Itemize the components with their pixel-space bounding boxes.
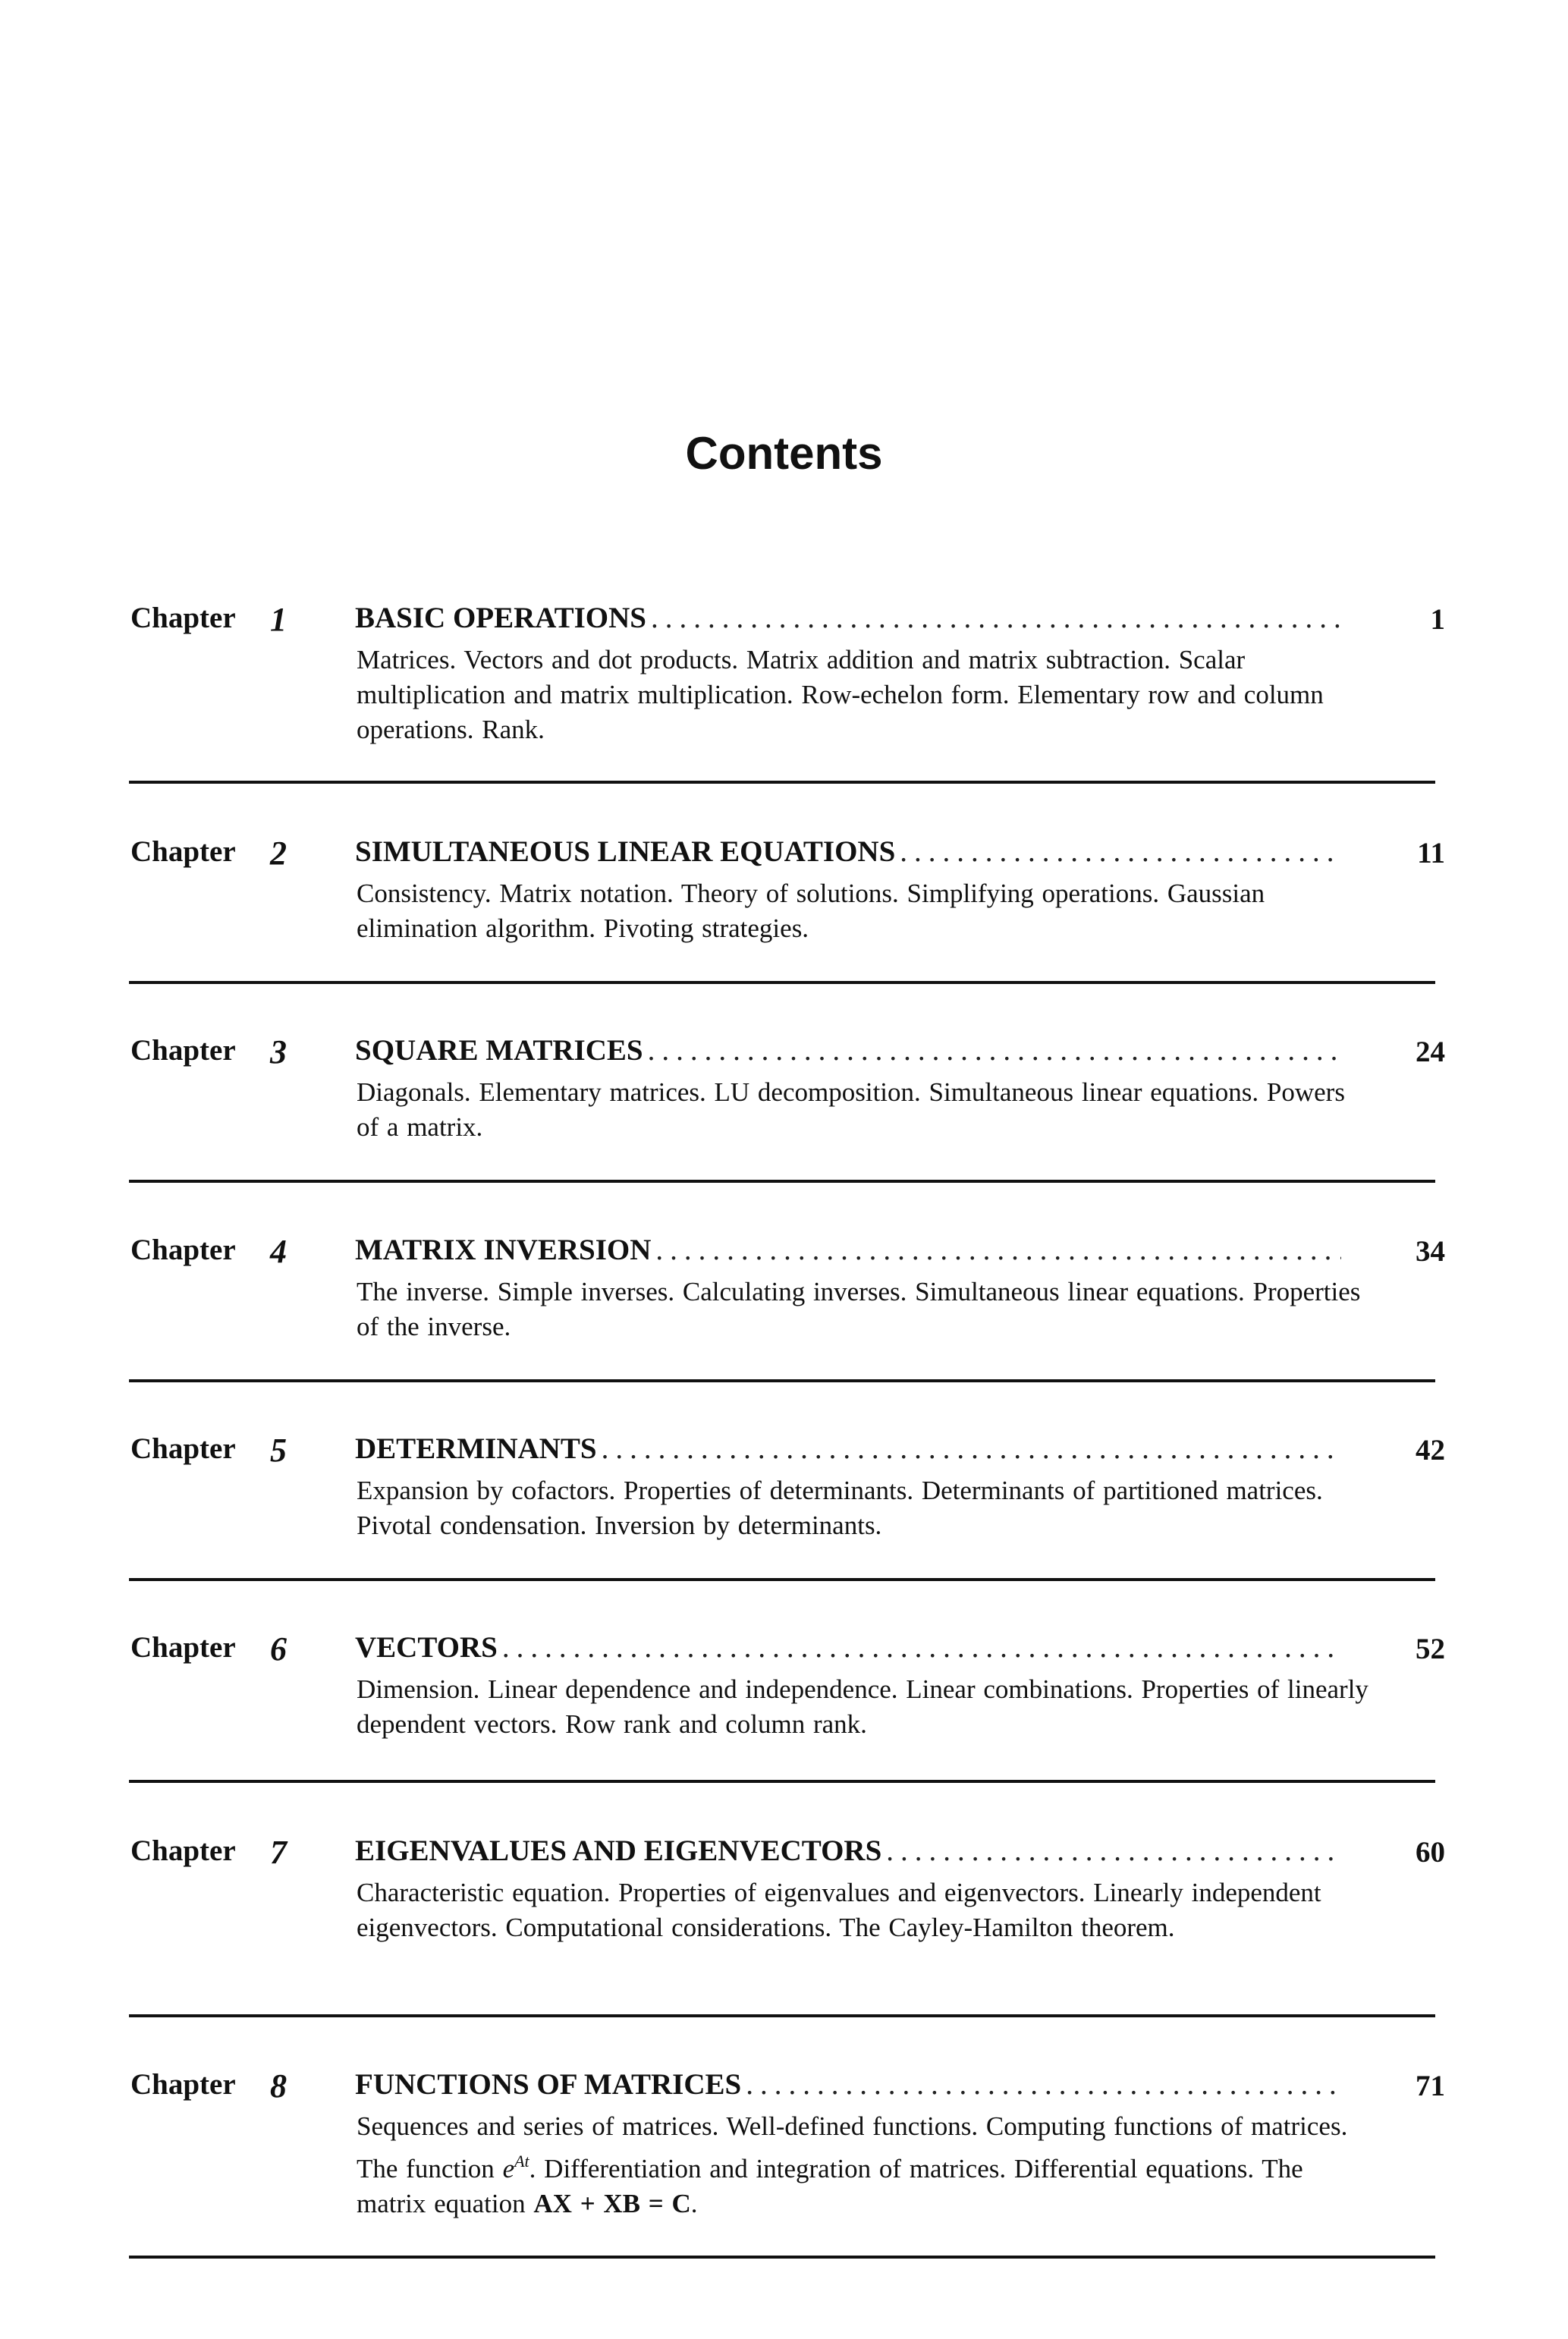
chapter-number: 1 bbox=[270, 601, 287, 638]
chapter-page-number[interactable]: 11 bbox=[1417, 837, 1445, 869]
chapter-title-row bbox=[355, 1036, 1341, 1065]
chapter-number: 5 bbox=[270, 1432, 287, 1469]
chapter-label: Chapter bbox=[130, 1631, 236, 1664]
section-divider bbox=[129, 1780, 1435, 1783]
description-text: . bbox=[690, 2189, 698, 2218]
exponential-base: e bbox=[502, 2154, 515, 2183]
chapter-page-number[interactable]: 52 bbox=[1416, 1633, 1445, 1665]
dot-leader bbox=[741, 2070, 1341, 2099]
section-divider bbox=[129, 981, 1435, 984]
section-divider bbox=[129, 2014, 1435, 2017]
chapter-label: Chapter bbox=[130, 1234, 236, 1266]
chapter-number: 3 bbox=[270, 1033, 287, 1070]
chapter-description: Expansion by cofactors. Properties of determinants. Determinants of partitioned matrices. Pivotal condensation. Inversion by determinants. bbox=[357, 1476, 1323, 1540]
chapter-description: The inverse. Simple inverses. Calculating inverses. Simultaneous linear equations. Properties of the inverse. bbox=[357, 1277, 1361, 1341]
chapter-description: Consistency. Matrix notation. Theory of solutions. Simplifying operations. Gaussian elimination algorithm. Pivoting strategies. bbox=[357, 879, 1265, 943]
chapter-description bbox=[357, 2109, 1373, 2221]
chapter-title[interactable]: MATRIX INVERSION bbox=[355, 1235, 652, 1265]
dot-leader bbox=[643, 1036, 1341, 1065]
section-divider bbox=[129, 1180, 1435, 1183]
chapter-description: Diagonals. Elementary matrices. LU decomposition. Simultaneous linear equations. Powers of a matrix. bbox=[357, 1077, 1345, 1142]
chapter-description: Matrices. Vectors and dot products. Matrix addition and matrix subtraction. Scalar multiplication and matrix multiplication. Row-echelon form. Elementary row and column operations. Rank. bbox=[357, 645, 1324, 744]
toc-entry-chapter-5[interactable] bbox=[0, 1432, 1568, 1665]
chapter-page-number[interactable]: 42 bbox=[1416, 1434, 1445, 1467]
chapter-page-number[interactable]: 24 bbox=[1416, 1036, 1445, 1068]
toc-entry-chapter-1[interactable] bbox=[0, 603, 1568, 831]
chapter-page-number[interactable]: 60 bbox=[1416, 1836, 1445, 1869]
dot-leader bbox=[597, 1434, 1341, 1463]
exponential-power: At bbox=[514, 2152, 529, 2171]
toc-entry-chapter-8[interactable] bbox=[0, 2067, 1568, 2297]
section-divider bbox=[129, 1379, 1435, 1382]
chapter-label: Chapter bbox=[130, 1034, 236, 1067]
toc-entry-chapter-7[interactable] bbox=[0, 1836, 1568, 2064]
toc-entry-chapter-3[interactable] bbox=[0, 1033, 1568, 1266]
chapter-label: Chapter bbox=[130, 2068, 236, 2101]
chapter-number: 4 bbox=[270, 1233, 287, 1270]
chapter-page-number[interactable]: 71 bbox=[1416, 2070, 1445, 2102]
toc-entry-chapter-6[interactable] bbox=[0, 1630, 1568, 1860]
chapter-title-row bbox=[355, 1434, 1341, 1463]
description-text: . Differentiation and integration of matrices. Differential equations. The matrix equation bbox=[357, 2154, 1303, 2218]
chapter-page-number[interactable]: 34 bbox=[1416, 1235, 1445, 1268]
chapter-title-row bbox=[355, 2070, 1341, 2099]
dot-leader bbox=[895, 837, 1341, 866]
chapter-page-number[interactable]: 1 bbox=[1430, 603, 1445, 636]
chapter-number: 6 bbox=[270, 1630, 287, 1668]
chapter-title[interactable]: BASIC OPERATIONS bbox=[355, 603, 646, 633]
dot-leader bbox=[498, 1633, 1341, 1662]
chapter-title-row bbox=[355, 1836, 1341, 1866]
chapter-title[interactable]: SQUARE MATRICES bbox=[355, 1036, 643, 1065]
matrix-equation: AX + XB = C bbox=[533, 2189, 691, 2218]
chapter-title-row bbox=[355, 603, 1341, 633]
chapter-label: Chapter bbox=[130, 602, 236, 634]
dot-leader bbox=[881, 1836, 1341, 1866]
chapter-title[interactable]: EIGENVALUES AND EIGENVECTORS bbox=[355, 1836, 882, 1866]
dot-leader bbox=[646, 603, 1341, 633]
dot-leader bbox=[651, 1235, 1341, 1265]
description-text: Sequences and series of matrices. Well-defined functions. Computing functions of matrices. The function bbox=[357, 2111, 1348, 2183]
chapter-number: 2 bbox=[270, 835, 287, 872]
chapter-title-row bbox=[355, 837, 1341, 866]
toc-entry-chapter-2[interactable] bbox=[0, 835, 1568, 1067]
chapter-number: 7 bbox=[270, 1834, 287, 1871]
section-divider bbox=[129, 2256, 1435, 2259]
chapter-description: Dimension. Linear dependence and independence. Linear combinations. Properties of linearly dependent vectors. Row rank and column rank. bbox=[357, 1674, 1368, 1739]
chapter-label: Chapter bbox=[130, 835, 236, 868]
chapter-number: 8 bbox=[270, 2067, 287, 2105]
section-divider bbox=[129, 781, 1435, 784]
page-title: Contents bbox=[685, 428, 883, 479]
section-divider bbox=[129, 1578, 1435, 1581]
chapter-description: Characteristic equation. Properties of eigenvalues and eigenvectors. Linearly independent eigenvectors. Computational considerations. The Cayley-Hamilton theorem. bbox=[357, 1878, 1321, 1942]
chapter-title[interactable]: FUNCTIONS OF MATRICES bbox=[355, 2070, 742, 2099]
chapter-title[interactable]: DETERMINANTS bbox=[355, 1434, 597, 1463]
chapter-label: Chapter bbox=[130, 1834, 236, 1867]
chapter-title-row bbox=[355, 1235, 1341, 1265]
chapter-title[interactable]: SIMULTANEOUS LINEAR EQUATIONS bbox=[355, 837, 896, 866]
chapter-title-row bbox=[355, 1633, 1341, 1662]
toc-entry-chapter-4[interactable] bbox=[0, 1233, 1568, 1467]
chapter-title[interactable]: VECTORS bbox=[355, 1633, 498, 1662]
chapter-label: Chapter bbox=[130, 1432, 236, 1465]
